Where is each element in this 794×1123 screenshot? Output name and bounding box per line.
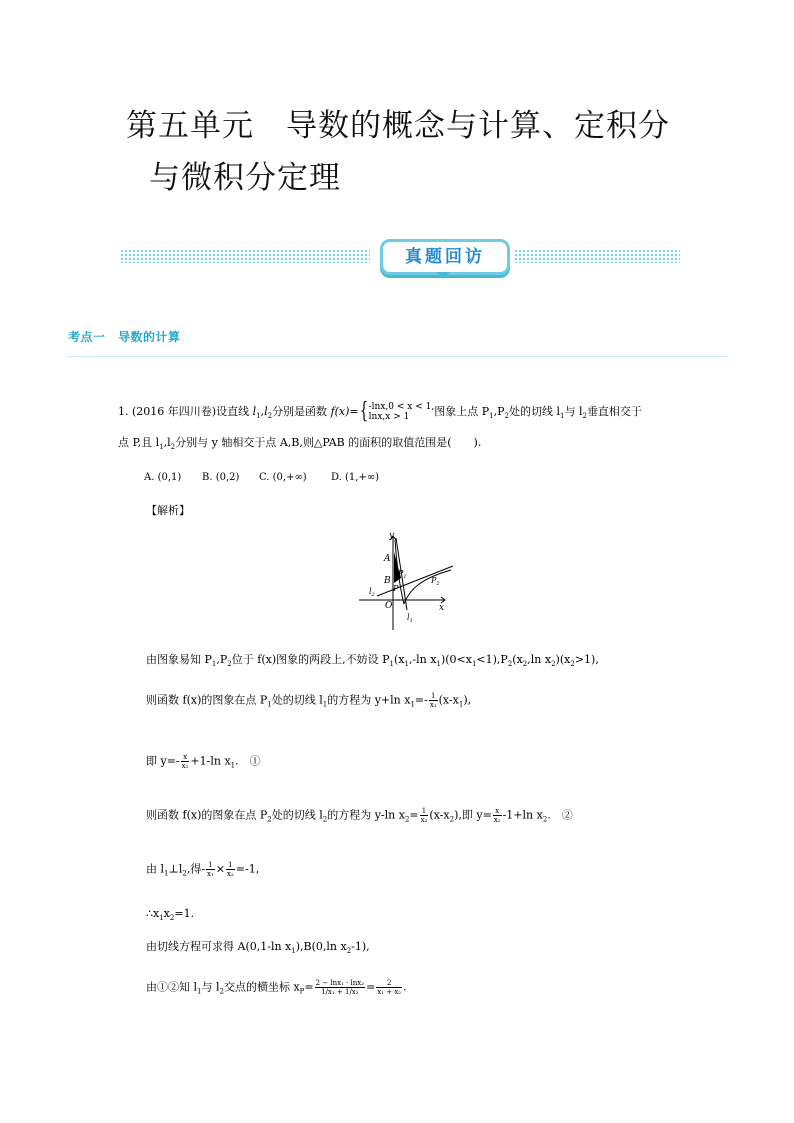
sub: 1 — [291, 947, 296, 956]
t: = — [304, 980, 314, 994]
den: x₁ + x₂ — [377, 988, 402, 996]
t: 交点的横坐标 x — [223, 980, 300, 994]
t: 由图象易知 P — [146, 653, 212, 666]
problem-line2c: 分别与 y 轴相交于点 A,B,则△PAB 的面积的取值范围是( ). — [175, 436, 482, 449]
section-divider — [68, 356, 728, 357]
piecewise — [369, 402, 435, 422]
t: <1),P — [476, 653, 508, 666]
sub: 2 — [169, 914, 175, 923]
sep: , — [260, 405, 265, 418]
solution-line-6 — [146, 907, 194, 925]
label-O: O — [385, 601, 393, 611]
var-l: l — [252, 405, 257, 418]
fraction — [429, 692, 438, 709]
fraction — [315, 979, 365, 996]
num: 1 — [429, 692, 438, 701]
problem-suffix-5: 垂直相交于 — [586, 405, 642, 418]
den: 1/x₁ + 1/x₂ — [321, 988, 359, 996]
t: . ② — [547, 808, 573, 822]
t: (x-x — [429, 808, 450, 822]
sub: 2 — [267, 815, 272, 824]
sub: 1 — [267, 700, 272, 709]
label-x: x — [439, 603, 445, 613]
sub: 2 — [182, 869, 187, 878]
t: 由切线方程可求得 A(0,1-ln x — [146, 940, 292, 953]
sub: 1 — [410, 700, 415, 709]
sub: 1 — [159, 443, 164, 452]
num: 1 — [206, 861, 215, 870]
var-l: l — [264, 405, 268, 418]
label-y: y — [389, 531, 395, 541]
solution-line-4 — [146, 807, 573, 827]
badge-label: 真题回访 — [405, 247, 485, 267]
t: =- — [414, 693, 428, 707]
piece-2: lnx,x > 1 — [368, 412, 410, 422]
t: x — [163, 907, 170, 920]
t: = — [409, 808, 419, 822]
banner-right-dots — [514, 249, 680, 263]
problem-line2b: ,l — [163, 436, 171, 449]
t: 的方程为 y-ln x — [327, 808, 405, 822]
t: (x-x — [438, 693, 459, 707]
graph-figure — [355, 528, 470, 633]
num: x — [181, 753, 190, 762]
t: 处的切线 l — [271, 808, 323, 822]
sub: 2 — [267, 412, 273, 421]
solution-line-2 — [146, 692, 471, 712]
brace: { — [359, 399, 368, 424]
t: ⊥l — [168, 862, 183, 876]
t: ,得- — [186, 862, 206, 876]
problem-line-1 — [118, 401, 642, 423]
sub: 1 — [322, 700, 328, 709]
t: 与 l — [201, 980, 220, 994]
option-c: C. (0,+∞) — [259, 472, 307, 483]
t: +1-ln x — [190, 754, 231, 768]
t: ,-ln x — [408, 653, 437, 666]
section-badge — [374, 237, 510, 275]
banner-left-dots — [120, 249, 370, 263]
sub: 2 — [227, 660, 232, 669]
label-P: P — [393, 584, 399, 593]
den: x₂ — [227, 870, 234, 878]
sub: 2 — [219, 987, 224, 996]
sub: 1 — [164, 869, 169, 878]
t: ),即 y= — [454, 808, 492, 822]
label-P1: $P_1$ — [398, 569, 407, 580]
fraction — [181, 753, 190, 770]
num: 1 — [420, 807, 429, 816]
t: )(x — [555, 653, 571, 666]
fraction — [206, 861, 215, 878]
sub: 2 — [404, 815, 410, 824]
sub: 2 — [322, 815, 328, 824]
t: 由①②知 l — [146, 980, 198, 994]
sub: 1 — [559, 412, 565, 421]
t: ),B(0,ln x — [295, 940, 347, 953]
t: = — [366, 980, 376, 994]
den: x₂ — [420, 816, 428, 824]
solution-line-8 — [146, 979, 407, 999]
t: 处的切线 l — [271, 693, 323, 707]
sub: 2 — [582, 412, 587, 421]
triangle-PAB — [394, 552, 401, 583]
den: x₂ — [493, 816, 501, 824]
sub: 1 — [256, 412, 261, 421]
solution-line-3 — [146, 753, 261, 773]
piece-1: -lnx,0 < x < 1, — [368, 402, 435, 412]
t: 位于 f(x)图象的两段上,不妨设 P — [231, 653, 390, 666]
sub: 1 — [389, 660, 394, 669]
function-f: f(x)= — [330, 405, 359, 418]
solution-line-1 — [146, 653, 599, 671]
t: 则函数 f(x)的图象在点 P — [146, 808, 268, 822]
sub: 2 — [522, 660, 528, 669]
t: >1), — [574, 653, 599, 666]
t: 的方程为 y+ln x — [327, 693, 411, 707]
den: x₁ — [181, 762, 189, 770]
problem-suffix: 图象上点 P — [434, 405, 490, 418]
solution-line-5 — [146, 861, 259, 881]
den: x₁ — [429, 701, 437, 709]
sub: 2 — [170, 443, 176, 452]
num: 2 — [376, 979, 402, 988]
label-A: A — [384, 554, 391, 564]
option-b: B. (0,2) — [202, 472, 240, 483]
t: ), — [463, 693, 472, 707]
sub: 2 — [346, 947, 352, 956]
problem-suffix-4: 与 l — [564, 405, 583, 418]
fraction — [493, 807, 502, 824]
section-title: 考点一 导数的计算 — [68, 330, 181, 344]
problem-line2a: 点 P,且 l — [118, 436, 160, 449]
sub: P — [299, 987, 305, 996]
option-a: A. (0,1) — [144, 472, 182, 483]
problem-line-2 — [118, 436, 481, 454]
analysis-label: 【解析】 — [146, 504, 190, 517]
t: (x — [512, 653, 523, 666]
sub: 1 — [159, 914, 164, 923]
page-title: 第五单元 导数的概念与计算、定积分 — [126, 108, 670, 144]
t: . ① — [235, 754, 261, 768]
problem-prefix: 1. (2016 年四川卷)设直线 — [118, 405, 253, 418]
sub: 1 — [471, 660, 477, 669]
fraction — [420, 807, 429, 824]
problem-mid: 分别是函数 — [272, 405, 331, 418]
sub: 1 — [211, 660, 217, 669]
label-P2: $P_2$ — [431, 576, 440, 587]
sub: 1 — [436, 660, 441, 669]
num: x — [493, 807, 502, 816]
den: x₁ — [207, 870, 214, 878]
t: ,P — [216, 653, 228, 666]
label-l1: $l_1$ — [407, 613, 413, 624]
sub: 2 — [504, 412, 509, 421]
fraction — [226, 861, 235, 878]
sub: 1 — [404, 660, 409, 669]
t: ∴x — [146, 907, 160, 920]
t: 由 l — [146, 862, 165, 876]
page-title-line2: 与微积分定理 — [149, 160, 341, 196]
t: × — [215, 862, 226, 876]
num: 2 − lnx₁ · lnx₂ — [315, 979, 365, 987]
label-l2: $l_2$ — [369, 587, 375, 598]
sub: 1 — [230, 761, 236, 770]
problem-suffix-2: ,P — [493, 405, 505, 418]
t: 则函数 f(x)的图象在点 P — [146, 693, 268, 707]
option-d: D. (1,+∞) — [331, 472, 380, 483]
sub: 2 — [551, 660, 556, 669]
t: )(0<x — [440, 653, 472, 666]
fraction — [376, 979, 402, 996]
t: ,ln x — [527, 653, 552, 666]
problem-suffix-3: 处的切线 l — [508, 405, 560, 418]
sub: 1 — [489, 412, 494, 421]
num: 1 — [226, 861, 235, 870]
t: =1. — [174, 907, 195, 920]
t: =-1, — [235, 862, 260, 876]
solution-line-7 — [146, 940, 370, 958]
sub: 1 — [458, 700, 464, 709]
sub: 2 — [542, 815, 548, 824]
t: -1+ln x — [502, 808, 543, 822]
label-B: B — [384, 576, 391, 586]
t: (x — [393, 653, 405, 666]
t: 即 y=- — [146, 754, 180, 768]
sub: 2 — [570, 660, 575, 669]
t: -1), — [351, 940, 370, 953]
sub: 2 — [449, 815, 455, 824]
t: . — [403, 980, 407, 994]
sub: 2 — [507, 660, 513, 669]
sub: 1 — [197, 987, 202, 996]
